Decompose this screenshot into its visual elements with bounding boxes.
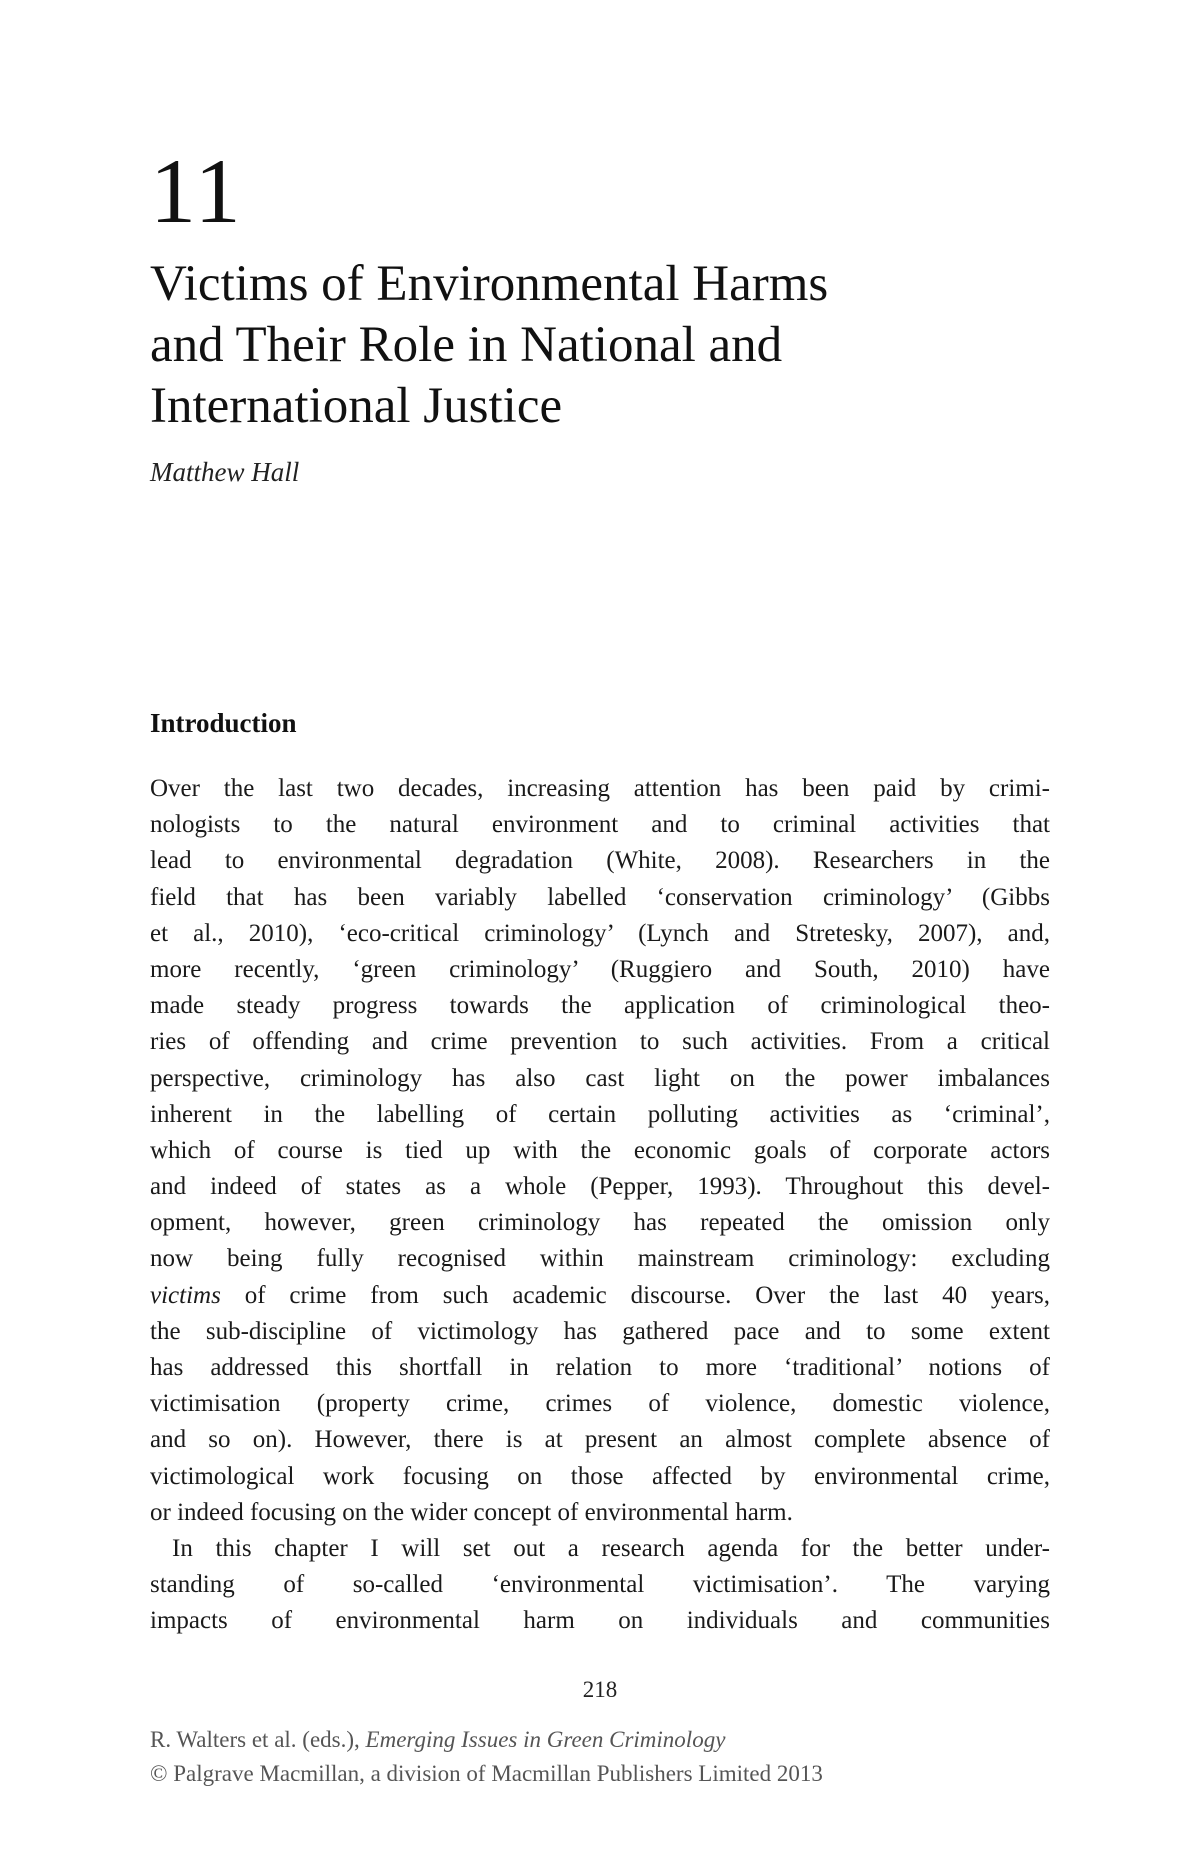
text-line: more recently, ‘green criminology’ (Ruggiero and South, 2010) have: [150, 955, 1050, 983]
text-line: inherent in the labelling of certain polluting activities as ‘criminal’,: [150, 1100, 1050, 1128]
chapter-title-line: Victims of Environmental Harms: [150, 256, 829, 312]
text-line: and so on). However, there is at present an almost complete absence of: [150, 1426, 1050, 1454]
text-line: perspective, criminology has also cast light on the power imbalances: [150, 1064, 1050, 1092]
footer-editors: R. Walters et al. (eds.),: [150, 1727, 366, 1752]
text-line: now being fully recognised within mainstream criminology: excluding: [150, 1245, 1050, 1273]
text-line: made steady progress towards the application of criminological theo-: [150, 992, 1050, 1020]
text-line: In this chapter I will set out a research agenda for the better under-: [172, 1534, 1050, 1562]
text-line: and indeed of states as a whole (Pepper, 1993). Throughout this devel-: [150, 1173, 1050, 1201]
section-heading: Introduction: [150, 708, 297, 738]
text-line: lead to environmental degradation (White, 2008). Researchers in the: [150, 847, 1050, 875]
chapter-title-line: International Justice: [150, 378, 563, 434]
text-line: nologists to the natural environment and to criminal activities that: [150, 811, 1050, 839]
text-line: ries of offending and crime prevention to such activities. From a critical: [150, 1028, 1050, 1056]
text-line: et al., 2010), ‘eco-critical criminology’ (Lynch and Stretesky, 2007), and,: [150, 919, 1050, 947]
text-line: victimisation (property crime, crimes of violence, domestic violence,: [150, 1390, 1050, 1418]
footer-citation: [150, 1723, 823, 1757]
text-line: field that has been variably labelled ‘conservation criminology’ (Gibbs: [150, 883, 1050, 911]
text-line: has addressed this shortfall in relation to more ‘traditional’ notions of: [150, 1354, 1050, 1381]
chapter-title-line: and Their Role in National and: [150, 317, 783, 373]
text-line: or indeed focusing on the wider concept of environmental harm.: [150, 1498, 793, 1526]
text-line: the sub-discipline of victimology has gathered pace and to some extent: [150, 1317, 1050, 1345]
text-line-rest: of crime from such academic discourse. Over the last 40 years,: [220, 1281, 1050, 1309]
text-line: standing of so-called ‘environmental victimisation’. The varying: [150, 1571, 1050, 1599]
body-text: [150, 771, 1050, 1640]
chapter-title: [150, 254, 1100, 437]
footer-copyright: © Palgrave Macmillan, a division of Macmillan Publishers Limited 2013: [150, 1761, 823, 1786]
text-line: opment, however, green criminology has repeated the omission only: [150, 1209, 1050, 1237]
chapter-author: Matthew Hall: [150, 457, 300, 487]
text-line: which of course is tied up with the economic goals of corporate actors: [150, 1136, 1050, 1164]
emphasis-victims: victims: [150, 1281, 221, 1309]
text-line: impacts of environmental harm on individuals and communities: [150, 1607, 1050, 1635]
page-footer: [150, 1723, 823, 1791]
page-number: 218: [582, 1677, 618, 1702]
text-line: victimological work focusing on those affected by environmental crime,: [150, 1462, 1050, 1490]
footer-book-title: Emerging Issues in Green Criminology: [365, 1727, 726, 1752]
chapter-number: 11: [150, 140, 243, 242]
text-line: [150, 1278, 1050, 1314]
text-line: Over the last two decades, increasing attention has been paid by crimi-: [150, 775, 1050, 802]
